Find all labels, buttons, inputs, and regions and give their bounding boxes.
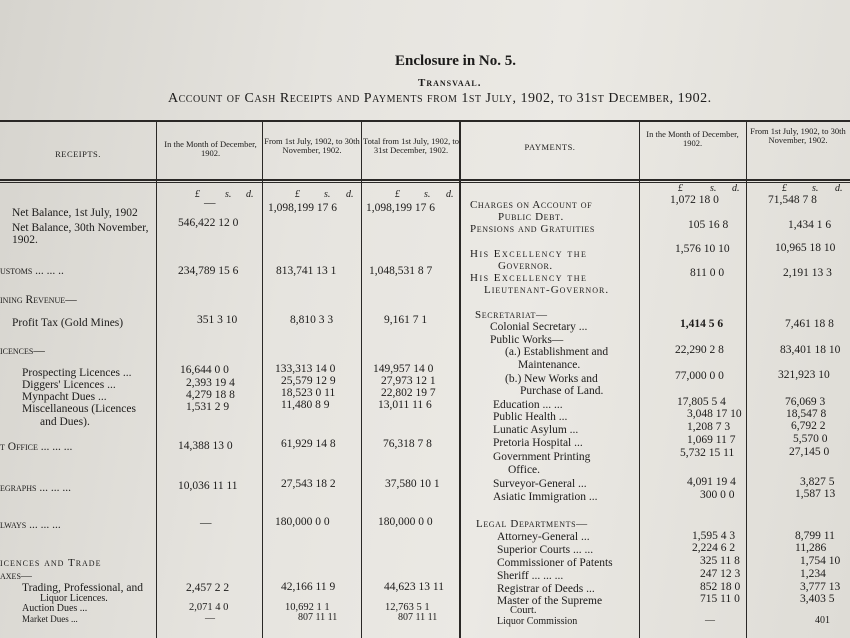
receipt-month: 2,071 4 0	[189, 602, 229, 613]
payments-header: PAYMENTS.	[524, 142, 576, 152]
receipt-total: 13,011 11 6	[378, 399, 432, 411]
payment-to-nov: 3,827 5	[800, 476, 835, 488]
receipt-to-nov: 11,480 8 9	[281, 399, 330, 411]
payment-month: 300 0 0	[700, 489, 735, 501]
receipt-total: 1,048,531 8 7	[369, 265, 433, 277]
payment-month: 1,595 4 3	[692, 530, 736, 542]
payment-label-cont: Office.	[508, 464, 541, 476]
receipt-label: Profit Tax (Gold Mines)	[12, 317, 124, 329]
payment-label: (b.) New Works and	[505, 373, 598, 385]
payment-to-nov: 7,461 18 8	[785, 318, 834, 330]
payment-label: Colonial Secretary ...	[490, 321, 588, 333]
header-bottom-rule	[0, 179, 850, 181]
payment-label: Master of the Supreme	[497, 595, 603, 607]
receipt-to-nov: 25,579 12 9	[281, 375, 336, 387]
payment-to-nov: 3,777 13	[800, 581, 841, 593]
receipt-to-nov: 807 11 11	[298, 612, 338, 623]
payment-month: 4,091 19 4	[687, 476, 736, 488]
account-title: Account of Cash Receipts and Payments from 1st July, 1902, to 31st December, 1902.	[168, 91, 712, 106]
col-divider	[262, 120, 263, 638]
receipt-month: 546,422 12 0	[178, 217, 239, 229]
payment-label: His Excellency the	[470, 272, 588, 284]
payment-label: Government Printing	[493, 451, 591, 463]
unit-pound: £	[295, 189, 300, 200]
receipt-label: Diggers' Licences ...	[22, 379, 116, 391]
receipt-label: Prospecting Licences ...	[22, 367, 132, 379]
payment-to-nov: 71,548 7 8	[768, 194, 817, 206]
unit-pence: d.	[246, 189, 254, 200]
payments-col2-header: From 1st July, 1902, to 30th November, 1902.	[750, 126, 846, 146]
receipt-month: 2,393 19 4	[186, 377, 235, 389]
unit-pence: d.	[732, 183, 740, 194]
receipt-month: 234,789 15 6	[178, 265, 239, 277]
payment-label-cont: Governor.	[498, 260, 553, 272]
unit-shilling: s.	[710, 183, 717, 194]
payment-to-nov: 5,570 0	[793, 433, 828, 445]
receipt-to-nov: 18,523 0 11	[281, 387, 336, 399]
payment-label: Public Health ...	[493, 411, 568, 423]
unit-pound: £	[782, 183, 787, 194]
payment-to-nov: 6,792 2	[791, 420, 826, 432]
receipt-section: icences and Trade	[0, 557, 102, 569]
receipt-label: lways ... ... ...	[0, 519, 61, 531]
receipt-total: 9,161 7 1	[384, 314, 428, 326]
receipt-total: 1,098,199 17 6	[366, 202, 435, 214]
payment-month: 3,048 17 10	[687, 408, 742, 420]
payment-label: Registrar of Deeds ...	[497, 583, 595, 595]
payment-section: Secretariat—	[475, 309, 548, 321]
payment-to-nov: 321,923 10	[778, 369, 830, 381]
receipt-total: 149,957 14 0	[373, 363, 434, 375]
payment-label: Commissioner of Patents	[497, 557, 613, 569]
receipt-label: ustoms ... ... ..	[0, 265, 64, 277]
payment-to-nov: 1,234	[800, 568, 826, 580]
receipt-to-nov: 8,810 3 3	[290, 314, 334, 326]
receipts-col1-header: In the Month of December, 1902.	[164, 139, 257, 159]
payment-label: Education ... ...	[493, 399, 563, 411]
receipt-section: icences—	[0, 345, 45, 357]
payment-label-cont: Lieutenant-Governor.	[484, 284, 610, 296]
col-divider	[639, 120, 640, 638]
receipt-month: —	[205, 613, 215, 624]
unit-pence: d.	[346, 189, 354, 200]
col-divider-main	[459, 120, 461, 638]
receipt-month: 1,531 2 9	[186, 401, 230, 413]
payment-label: Charges on Account of	[470, 199, 593, 211]
receipt-total: 76,318 7 8	[383, 438, 432, 450]
payment-label: (a.) Establishment and	[505, 346, 609, 358]
payment-month: 852 18 0	[700, 581, 741, 593]
payment-label: Liquor Commission	[497, 616, 578, 627]
payment-label: Pensions and Gratuities	[470, 223, 595, 235]
unit-shilling: s.	[424, 189, 431, 200]
payment-month: 1,072 18 0	[670, 194, 719, 206]
receipt-to-nov: 813,741 13 1	[276, 265, 337, 277]
receipts-col3-header: Total from 1st July, 1902, to 31st December, 1902.	[363, 136, 459, 156]
receipt-month: 351 3 10	[197, 314, 238, 326]
receipt-to-nov: 133,313 14 0	[275, 363, 336, 375]
payment-month: 325 11 8	[700, 555, 740, 567]
receipt-month: 2,457 2 2	[186, 582, 230, 594]
receipt-label: Net Balance, 1st July, 1902	[12, 207, 138, 219]
header-top-rule	[0, 120, 850, 122]
col-divider	[361, 120, 362, 638]
receipt-to-nov: 10,692 1 1	[285, 602, 330, 613]
header-bottom-rule-2	[0, 182, 850, 183]
payment-to-nov: 83,401 18 10	[780, 344, 841, 356]
receipt-to-nov: 180,000 0 0	[275, 516, 330, 528]
payment-to-nov: 11,286	[795, 542, 827, 554]
unit-pence: d.	[446, 189, 454, 200]
unit-pound: £	[195, 189, 200, 200]
payment-label: Attorney-General ...	[497, 531, 590, 543]
receipt-label: egraphs ... ... ...	[0, 482, 71, 494]
payment-label: Sheriff ... ... ...	[497, 570, 564, 582]
receipt-to-nov: 42,166 11 9	[281, 581, 336, 593]
payment-label-cont: Public Debt.	[498, 211, 564, 223]
receipt-total: 22,802 19 7	[381, 387, 436, 399]
payment-label: Superior Courts ... ...	[497, 544, 594, 556]
payment-label: Asiatic Immigration ...	[493, 491, 598, 503]
unit-pound: £	[678, 183, 683, 194]
receipt-total: 37,580 10 1	[385, 478, 440, 490]
payment-label-cont: Maintenance.	[518, 359, 581, 371]
payment-to-nov: 1,754 10	[800, 555, 841, 567]
receipt-label: Auction Dues ...	[22, 603, 88, 614]
payment-to-nov: 2,191 13 3	[783, 267, 832, 279]
receipt-to-nov: 1,098,199 17 6	[268, 202, 337, 214]
unit-shilling: s.	[324, 189, 331, 200]
receipt-section-cont: axes—	[0, 570, 32, 582]
receipt-month: 14,388 13 0	[178, 440, 233, 452]
payment-month: 247 12 3	[700, 568, 741, 580]
receipt-label: Net Balance, 30th November, 1902.	[12, 222, 149, 247]
payment-label: Surveyor-General ...	[493, 478, 587, 490]
unit-shilling: s.	[225, 189, 232, 200]
payment-to-nov: 8,799 11	[795, 530, 835, 542]
receipt-to-nov: 61,929 14 8	[281, 438, 336, 450]
payment-label-cont: Purchase of Land.	[520, 385, 604, 397]
unit-pound: £	[395, 189, 400, 200]
colony-title: Transvaal.	[418, 77, 482, 89]
payment-to-nov: 76,069 3	[785, 396, 826, 408]
payment-month: 105 16 8	[688, 219, 729, 231]
receipt-label: Market Dues ...	[22, 614, 78, 624]
receipt-month: 10,036 11 11	[178, 480, 238, 492]
payment-month: —	[705, 615, 715, 626]
payment-month: 17,805 5 4	[677, 396, 726, 408]
unit-shilling: s.	[812, 183, 819, 194]
payment-month: 22,290 2 8	[675, 344, 724, 356]
unit-pence: d.	[835, 183, 843, 194]
payment-section: Public Works—	[490, 334, 564, 346]
receipt-label: Miscellaneous (Licences	[22, 403, 136, 415]
payment-label: His Excellency the	[470, 248, 588, 260]
receipt-total: 180,000 0 0	[378, 516, 433, 528]
payment-month: 1,208 7 3	[687, 421, 731, 433]
receipt-total: 807 11 11	[398, 612, 438, 623]
payment-month: 1,576 10 10	[675, 243, 730, 255]
receipt-month: —	[204, 197, 216, 209]
payment-to-nov: 27,145 0	[789, 446, 830, 458]
receipt-total: 44,623 13 11	[384, 581, 444, 593]
payment-to-nov: 3,403 5	[800, 593, 835, 605]
payment-month: 715 11 0	[700, 593, 740, 605]
col-divider	[746, 120, 747, 638]
receipt-total: 12,763 5 1	[385, 602, 430, 613]
payment-to-nov: 1,587 13	[795, 488, 836, 500]
payment-label-cont: Court.	[510, 605, 537, 616]
receipt-label-cont: and Dues).	[40, 416, 90, 428]
payment-month: 5,732 15 11	[680, 447, 735, 459]
payment-label: Pretoria Hospital ...	[493, 437, 583, 449]
receipt-to-nov: 27,543 18 2	[281, 478, 336, 490]
receipt-label: t Office ... ... ...	[0, 441, 73, 453]
receipt-month: 16,644 0 0	[180, 364, 229, 376]
payment-to-nov: 18,547 8	[786, 408, 827, 420]
payment-month: 1,414 5 6	[680, 318, 724, 330]
enclosure-title: Enclosure in No. 5.	[395, 53, 516, 69]
receipt-label: Mynpacht Dues ...	[22, 391, 107, 403]
receipts-header: RECEIPTS.	[55, 149, 101, 159]
receipt-month: 4,279 18 8	[186, 389, 235, 401]
payment-to-nov: 401	[815, 615, 830, 626]
payment-label: Lunatic Asylum ...	[493, 424, 579, 436]
receipt-label-cont: Liquor Licences.	[40, 593, 108, 604]
payments-col1-header: In the Month of December, 1902.	[646, 129, 739, 149]
receipt-month: —	[200, 517, 212, 529]
receipts-col2-header: From 1st July, 1902, to 30th November, 1902.	[264, 136, 360, 156]
payment-to-nov: 1,434 1 6	[788, 219, 832, 231]
payment-to-nov: 10,965 18 10	[775, 242, 836, 254]
payment-month: 77,000 0 0	[675, 370, 724, 382]
payment-month: 2,224 6 2	[692, 542, 736, 554]
payment-month: 811 0 0	[690, 267, 725, 279]
receipt-label: Trading, Professional, and	[22, 582, 143, 594]
receipt-section: ining Revenue—	[0, 294, 77, 306]
col-divider	[156, 120, 157, 638]
receipt-total: 27,973 12 1	[381, 375, 436, 387]
payment-month: 1,069 11 7	[687, 434, 736, 446]
payment-section: Legal Departments—	[476, 518, 588, 530]
